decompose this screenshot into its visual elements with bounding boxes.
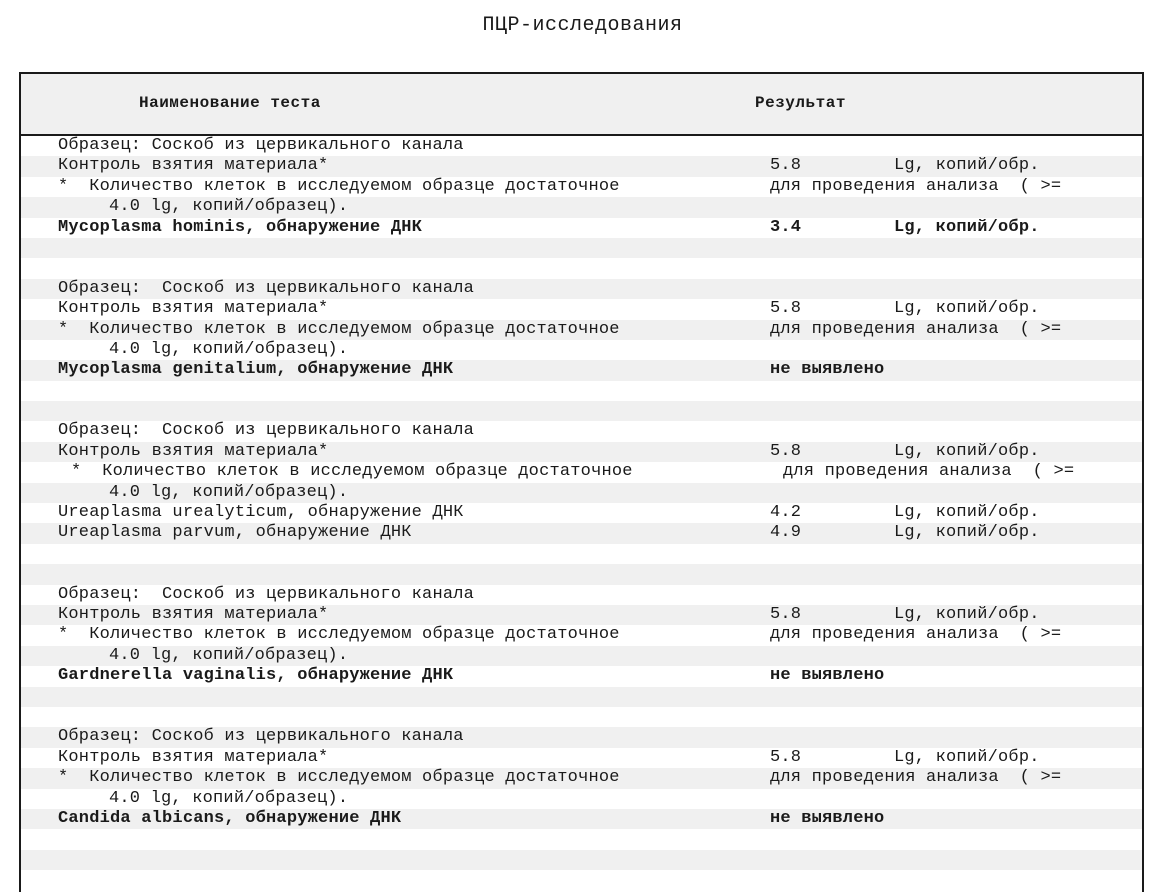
control-row: [21, 605, 1142, 625]
control-row: [21, 748, 1142, 768]
note-row: [21, 177, 1142, 197]
test-row: [21, 503, 1142, 523]
note-text-end: 4.0 lg, копий/образец).: [109, 197, 349, 217]
note-row: [21, 768, 1142, 788]
test-unit: Lg, копий/обр.: [894, 503, 1040, 523]
results-table: [19, 72, 1144, 892]
spacer-row: [21, 238, 1142, 258]
control-unit: Lg, копий/обр.: [894, 441, 1040, 461]
note-row: [21, 646, 1142, 666]
sample-row: [21, 279, 1142, 299]
control-unit: Lg, копий/обр.: [894, 156, 1040, 176]
note-text-end: 4.0 lg, копий/образец).: [109, 482, 349, 502]
note-text: * Количество клеток в исследуемом образце достаточное: [58, 768, 620, 788]
spacer-row: [21, 544, 1142, 564]
sample-label: Образец: Соскоб из цервикального канала: [58, 584, 475, 604]
control-row: [21, 156, 1142, 176]
control-value: 5.8: [770, 299, 802, 319]
control-value: 5.8: [770, 747, 802, 767]
note-text: * Количество клеток в исследуемом образце достаточное: [58, 625, 620, 645]
control-row: [21, 442, 1142, 462]
test-row: [21, 523, 1142, 543]
note-row: [21, 789, 1142, 809]
spacer-row: [21, 687, 1142, 707]
sample-row: [21, 421, 1142, 441]
table-body: [21, 136, 1142, 870]
test-name: Mycoplasma hominis, обнаружение ДНК: [58, 217, 423, 237]
test-value: не выявлено: [770, 360, 885, 380]
note-row: [21, 197, 1142, 217]
sample-label: Образец: Соскоб из цервикального канала: [58, 136, 464, 155]
note-row: [21, 340, 1142, 360]
note-text-end: 4.0 lg, копий/образец).: [109, 645, 349, 665]
spacer-row: [21, 829, 1142, 849]
note-text: * Количество клеток в исследуемом образце достаточное: [58, 319, 620, 339]
control-name: Контроль взятия материала*: [58, 604, 329, 624]
column-header-result: Результат: [755, 94, 846, 112]
note-text-cont: для проведения анализа ( >=: [770, 176, 1062, 196]
note-text-end: 4.0 lg, копий/образец).: [109, 788, 349, 808]
sample-label: Образец: Соскоб из цервикального канала: [58, 421, 475, 441]
test-row: [21, 809, 1142, 829]
control-name: Контроль взятия материала*: [58, 441, 329, 461]
test-name: Gardnerella vaginalis, обнаружение ДНК: [58, 666, 454, 686]
test-row: [21, 666, 1142, 686]
table-header: [21, 74, 1142, 136]
sample-label: Образец: Соскоб из цервикального канала: [58, 727, 464, 747]
test-unit: Lg, копий/обр.: [894, 523, 1040, 543]
note-text-cont: для проведения анализа ( >=: [783, 462, 1075, 482]
control-name: Контроль взятия материала*: [58, 747, 329, 767]
note-row: [21, 625, 1142, 645]
control-unit: Lg, копий/обр.: [894, 747, 1040, 767]
note-row: [21, 320, 1142, 340]
control-unit: Lg, копий/обр.: [894, 299, 1040, 319]
test-value: 4.9: [770, 523, 802, 543]
test-name: Ureaplasma urealyticum, обнаружение ДНК: [58, 503, 464, 523]
sample-row: [21, 585, 1142, 605]
spacer-row: [21, 564, 1142, 584]
spacer-row: [21, 381, 1142, 401]
control-value: 5.8: [770, 604, 802, 624]
note-row: [21, 462, 1142, 482]
test-value: 3.4: [770, 217, 802, 237]
test-row: [21, 218, 1142, 238]
spacer-row: [21, 401, 1142, 421]
note-text: * Количество клеток в исследуемом образце достаточное: [71, 462, 633, 482]
control-value: 5.8: [770, 156, 802, 176]
test-value: 4.2: [770, 503, 802, 523]
sample-row: [21, 727, 1142, 747]
test-row: [21, 360, 1142, 380]
note-text-cont: для проведения анализа ( >=: [770, 768, 1062, 788]
note-text-cont: для проведения анализа ( >=: [770, 625, 1062, 645]
page-title: ПЦР-исследования: [482, 14, 683, 37]
control-value: 5.8: [770, 441, 802, 461]
spacer-row: [21, 850, 1142, 870]
note-text: * Количество клеток в исследуемом образце достаточное: [58, 176, 620, 196]
spacer-row: [21, 707, 1142, 727]
test-unit: Lg, копий/обр.: [894, 217, 1040, 237]
sample-label: Образец: Соскоб из цервикального канала: [58, 278, 475, 298]
spacer-row: [21, 258, 1142, 278]
sample-row: [21, 136, 1142, 156]
note-row: [21, 483, 1142, 503]
test-name: Candida albicans, обнаружение ДНК: [58, 808, 402, 828]
test-name: Mycoplasma genitalium, обнаружение ДНК: [58, 360, 454, 380]
note-text-end: 4.0 lg, копий/образец).: [109, 339, 349, 359]
test-name: Ureaplasma parvum, обнаружение ДНК: [58, 523, 412, 543]
control-name: Контроль взятия материала*: [58, 299, 329, 319]
note-text-cont: для проведения анализа ( >=: [770, 319, 1062, 339]
column-header-name: Наименование теста: [139, 94, 321, 112]
control-unit: Lg, копий/обр.: [894, 604, 1040, 624]
test-value: не выявлено: [770, 808, 885, 828]
test-value: не выявлено: [770, 666, 885, 686]
control-name: Контроль взятия материала*: [58, 156, 329, 176]
control-row: [21, 299, 1142, 319]
